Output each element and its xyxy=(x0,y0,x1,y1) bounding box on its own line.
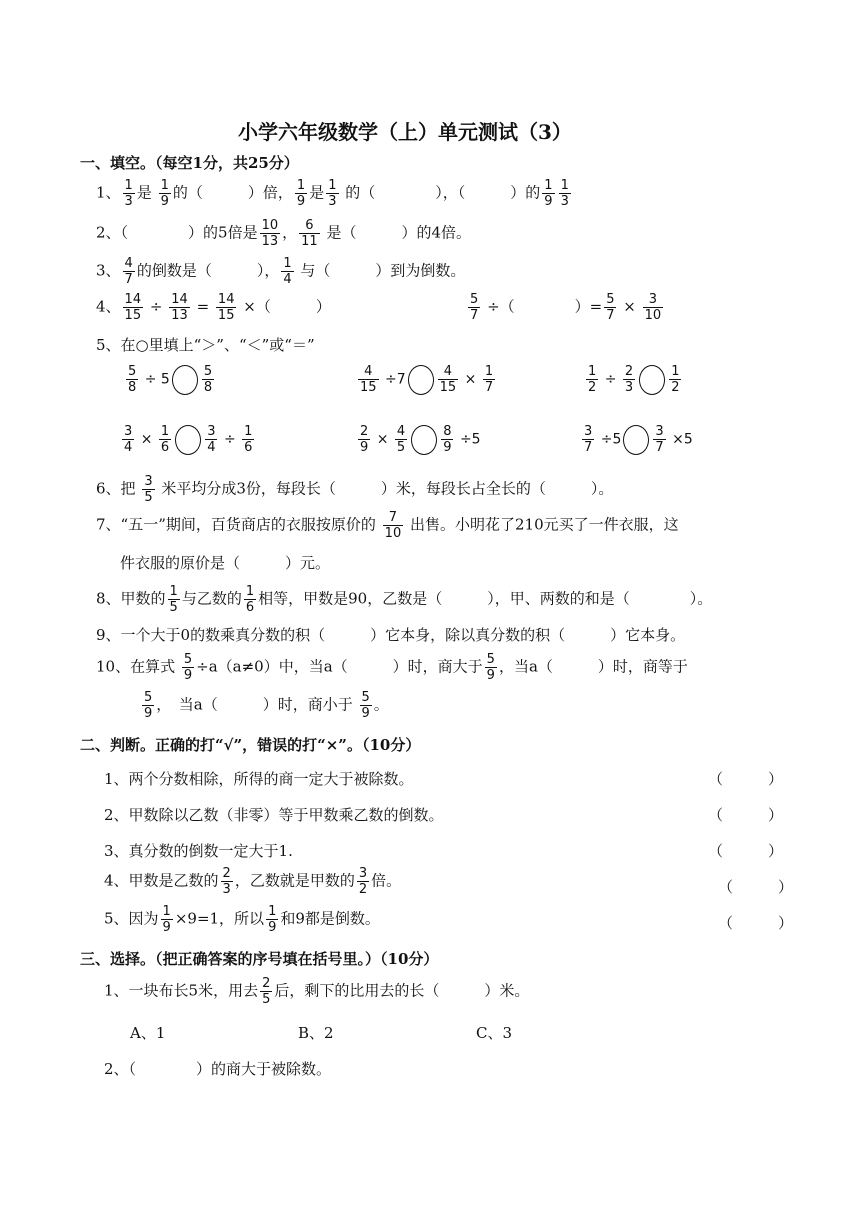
compare-item xyxy=(580,424,693,455)
question-3 xyxy=(96,256,465,287)
judge-item xyxy=(104,866,401,897)
fraction: $\frac{1}{9}$ xyxy=(268,904,277,935)
fraction: $\frac{4}{5}$ xyxy=(396,424,406,455)
text: 与（ ）到为倒数。 xyxy=(300,261,466,280)
section-heading: 三、选择。（把正确答案的序号填在括号里。）（10分） xyxy=(80,950,439,968)
fraction: $\frac{1}{3}$ xyxy=(124,178,133,209)
fraction: $\frac{5}{9}$ xyxy=(486,652,495,683)
text: 出售。小明花了210元买了一件衣服，这 xyxy=(410,515,679,534)
text: 是 xyxy=(309,183,325,202)
fraction: $\frac{14}{13}$ xyxy=(171,292,188,323)
question-10-line2 xyxy=(140,690,389,721)
question-number: 4、 xyxy=(96,297,121,316)
compare-item xyxy=(584,364,683,395)
fraction: $\frac{7}{10}$ xyxy=(384,510,402,541)
choice-question: 2、（ ）的商大于被除数。 xyxy=(104,1060,332,1078)
fraction: $\frac{3}{10}$ xyxy=(644,292,662,323)
text: ÷5 xyxy=(600,431,622,448)
fraction: $\frac{1}{9}$ xyxy=(296,178,306,209)
fraction: $\frac{3}{4}$ xyxy=(207,424,216,455)
text: 和9都是倒数。 xyxy=(280,909,380,928)
fraction: $\frac{4}{7}$ xyxy=(124,256,133,287)
fraction: $\frac{3}{4}$ xyxy=(124,424,133,455)
fraction: $\frac{3}{7}$ xyxy=(584,424,593,455)
fraction: $\frac{10}{13}$ xyxy=(261,218,279,249)
fraction: $\frac{1}{6}$ xyxy=(244,424,253,455)
fraction: $\frac{1}{4}$ xyxy=(283,256,292,287)
judge-item: 3、真分数的倒数一定大于1. xyxy=(104,842,293,860)
text: ×（ ） xyxy=(243,297,331,316)
judge-item xyxy=(104,904,380,935)
fraction: $\frac{2}{9}$ xyxy=(360,424,369,455)
question-2 xyxy=(96,218,471,249)
text: ， 当a（ ）时，商小于 xyxy=(156,695,353,714)
text: 米平均分成3份，每段长（ ）米，每段长占全长的（ ）。 xyxy=(161,479,614,498)
choice-question xyxy=(104,976,529,1007)
fraction: $\frac{6}{11}$ xyxy=(301,218,318,249)
operator: ÷ xyxy=(223,431,236,448)
text: 7、“五一”期间，百货商店的衣服按原价的 xyxy=(96,515,376,534)
text: 倍。 xyxy=(371,871,402,890)
fraction: $\frac{1}{7}$ xyxy=(484,364,494,395)
text: 10、在算式 xyxy=(96,657,176,676)
operator: × xyxy=(376,431,389,448)
fraction: $\frac{2}{3}$ xyxy=(624,364,634,395)
fraction: $\frac{1}{3}$ xyxy=(560,178,569,209)
fraction: $\frac{5}{8}$ xyxy=(203,364,213,395)
answer-paren[interactable]: （ ） xyxy=(718,914,794,932)
text: ÷a（a≠0）中，当a（ ）时，商大于 xyxy=(196,657,483,676)
text: 4、甲数是乙数的 xyxy=(104,871,219,890)
operator: × xyxy=(623,297,636,316)
text: ，当a（ ）时，商等于 xyxy=(498,657,688,676)
question-1 xyxy=(96,178,573,209)
fraction: $\frac{1}{6}$ xyxy=(160,424,170,455)
text: ，乙数就是甲数的 xyxy=(234,871,355,890)
compare-circle[interactable] xyxy=(408,365,434,395)
fraction: $\frac{8}{9}$ xyxy=(443,424,452,455)
fraction: $\frac{1}{2}$ xyxy=(671,364,680,395)
compare-circle[interactable] xyxy=(172,365,198,395)
text: 是 xyxy=(136,183,152,202)
fraction: $\frac{1}{2}$ xyxy=(588,364,597,395)
question-10 xyxy=(96,652,688,683)
fraction: $\frac{4}{15}$ xyxy=(360,364,377,395)
fraction: $\frac{1}{6}$ xyxy=(245,584,255,615)
fraction: $\frac{1}{3}$ xyxy=(328,178,337,209)
page-title: 小学六年级数学（上）单元测试（3） xyxy=(238,120,572,144)
fraction: $\frac{3}{2}$ xyxy=(358,866,368,897)
text: 。 xyxy=(373,695,389,714)
text: 6、把 xyxy=(96,479,136,498)
fraction: $\frac{14}{15}$ xyxy=(217,292,235,323)
question-number: 2、 xyxy=(96,223,121,242)
fraction: $\frac{3}{7}$ xyxy=(655,424,664,455)
text: 8、甲数的 xyxy=(96,589,166,608)
text: 的（ ）倍， xyxy=(172,183,293,202)
text: 1、一块布长5米，用去 xyxy=(104,981,259,1000)
fraction: $\frac{14}{15}$ xyxy=(124,292,142,323)
fraction: $\frac{5}{7}$ xyxy=(606,292,615,323)
judge-item: 2、甲数除以乙数（非零）等于甲数乘乙数的倒数。 xyxy=(104,806,444,824)
text: ÷7 xyxy=(385,371,406,388)
compare-circle[interactable] xyxy=(639,365,665,395)
fraction: $\frac{1}{9}$ xyxy=(160,178,169,209)
text: ×9=1，所以 xyxy=(174,909,265,928)
text: 的倒数是（ ）， xyxy=(136,261,280,280)
compare-item xyxy=(124,364,216,395)
text: ÷（ ）= xyxy=(487,297,603,316)
question-7 xyxy=(96,510,679,541)
fraction: $\frac{1}{5}$ xyxy=(169,584,178,615)
text: ， xyxy=(282,223,298,242)
compare-circle[interactable] xyxy=(623,425,649,455)
fraction: $\frac{4}{15}$ xyxy=(439,364,457,395)
compare-item xyxy=(356,364,497,395)
text: 与乙数的 xyxy=(181,589,242,608)
judge-item: 1、两个分数相除，所得的商一定大于被除数。 xyxy=(104,770,414,788)
question-number: 1、 xyxy=(96,183,121,202)
compare-item xyxy=(120,424,256,455)
compare-item xyxy=(356,424,481,455)
operator: × xyxy=(464,371,477,388)
text: ÷ 5 xyxy=(144,371,170,388)
operator: ÷ xyxy=(604,371,617,388)
fraction: $\frac{5}{9}$ xyxy=(144,690,153,721)
question-7-line2: 件衣服的原价是（ ）元。 xyxy=(120,554,331,572)
operator: ÷ xyxy=(149,297,163,316)
option-a[interactable]: A、1 xyxy=(130,1024,166,1042)
text: ÷5 xyxy=(459,431,481,448)
text: （ ）的5倍是 xyxy=(120,223,258,242)
fraction: $\frac{3}{5}$ xyxy=(144,474,153,505)
fraction: $\frac{5}{9}$ xyxy=(183,652,193,683)
fraction: $\frac{1}{9}$ xyxy=(162,904,171,935)
answer-paren[interactable]: （ ） xyxy=(708,806,784,824)
text: 相等，甲数是90，乙数是（ ），甲、两数的和是（ ）。 xyxy=(258,589,713,608)
text: 是（ ）的4倍。 xyxy=(326,223,472,242)
text: 的（ ），（ ）的 xyxy=(345,183,541,202)
fraction: $\frac{2}{5}$ xyxy=(262,976,271,1007)
question-4b xyxy=(466,292,665,323)
fraction: $\frac{5}{9}$ xyxy=(361,690,370,721)
fraction: $\frac{1}{9}$ xyxy=(544,178,553,209)
question-8 xyxy=(96,584,712,615)
answer-paren[interactable]: （ ） xyxy=(708,770,784,788)
fraction: $\frac{2}{3}$ xyxy=(222,866,231,897)
compare-circle[interactable] xyxy=(411,425,437,455)
question-4 xyxy=(96,292,331,323)
question-number: 3、 xyxy=(96,261,121,280)
section-heading: 一、填空。（每空1分，共25分） xyxy=(80,154,299,172)
question-6 xyxy=(96,474,613,505)
answer-paren[interactable]: （ ） xyxy=(718,878,794,896)
question-9: 9、一个大于0的数乘真分数的积（ ）它本身，除以真分数的积（ ）它本身。 xyxy=(96,626,686,644)
answer-paren[interactable]: （ ） xyxy=(708,842,784,860)
text: 5、因为 xyxy=(104,909,159,928)
fraction: $\frac{5}{7}$ xyxy=(470,292,479,323)
question-5: 5、在○里填上“＞”、“＜”或“＝” xyxy=(96,336,315,354)
text: 后，剩下的比用去的长（ ）米。 xyxy=(274,981,530,1000)
fraction: $\frac{5}{8}$ xyxy=(128,364,137,395)
section-heading: 二、判断。正确的打“√”，错误的打“×”。（10分） xyxy=(80,736,421,754)
text: ×5 xyxy=(672,431,693,448)
option-b[interactable]: B、2 xyxy=(298,1024,334,1042)
option-c[interactable]: C、3 xyxy=(476,1024,513,1042)
operator: × xyxy=(140,431,153,448)
compare-circle[interactable] xyxy=(175,425,201,455)
operator: = xyxy=(196,297,210,316)
